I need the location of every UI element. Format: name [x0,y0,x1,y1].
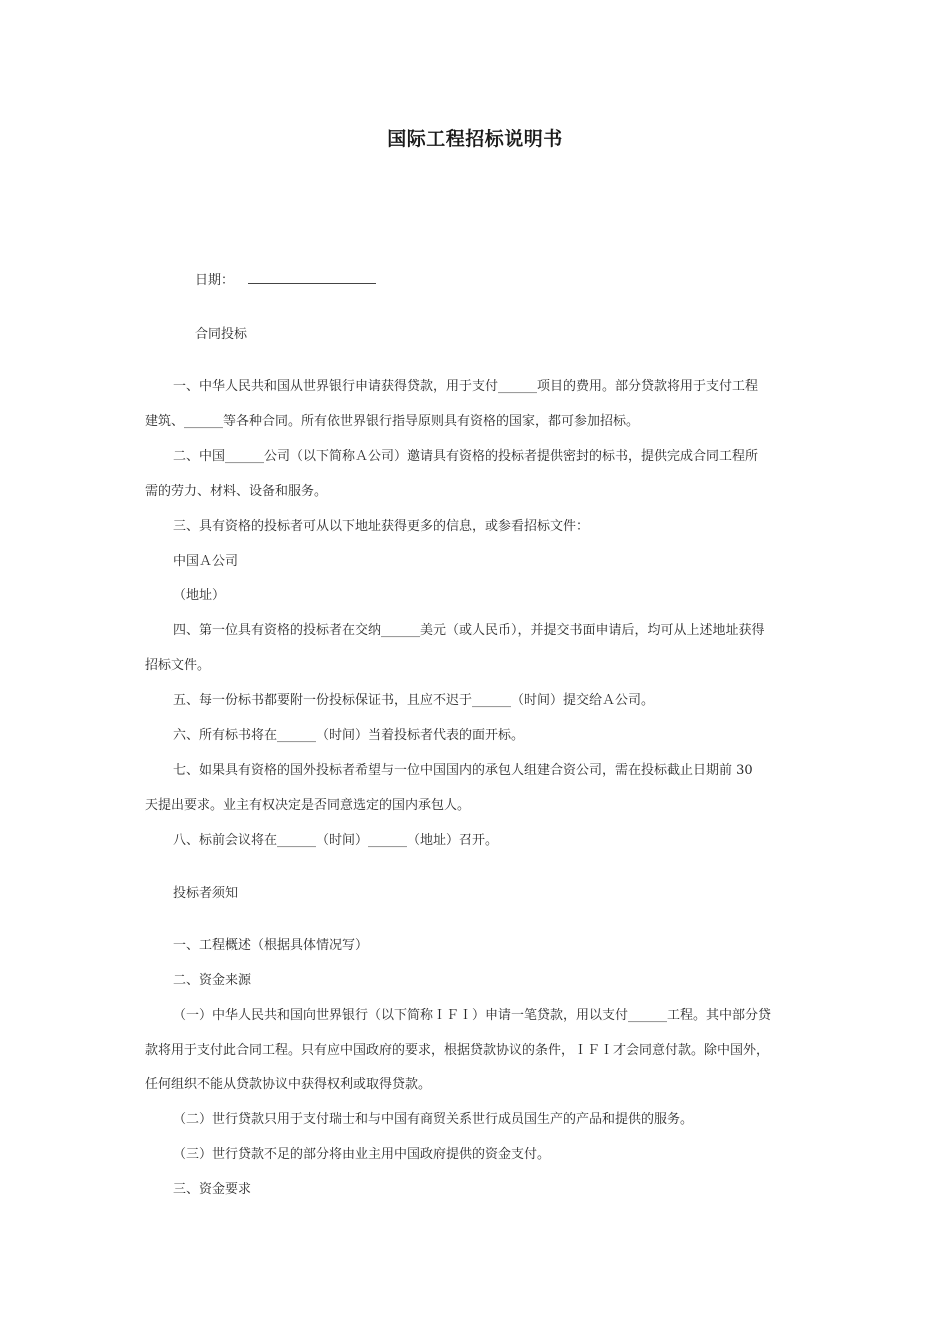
paragraph-3-address: （地址） [173,588,226,603]
instructions-item-2: 二、资金来源 [173,973,252,988]
funding-sub-2: （二）世行贷款只用于支付瑞士和与中国有商贸关系世行成员国生产的产品和提供的服务。 [173,1112,694,1127]
funding-sub-1-line-1: （一）中华人民共和国向世界银行（以下简称ＩＦＩ）申请一笔贷款，用以支付______工程。其中部分贷 [173,1008,772,1023]
paragraph-1-line-1: 一、中华人民共和国从世界银行申请获得贷款，用于支付______项目的费用。部分贷款将用于支付工程 [173,379,759,394]
paragraph-7-line-1: 七、如果具有资格的国外投标者希望与一位中国国内的承包人组建合资公司，需在投标截止日期前 30 [173,763,753,778]
date-row [195,272,376,290]
instructions-item-3: 三、资金要求 [173,1182,252,1197]
paragraph-4-line-2: 招标文件。 [145,658,211,673]
paragraph-5: 五、每一份标书都要附一份投标保证书，且应不迟于______（时间）提交给Ａ公司。 [173,693,655,708]
date-blank-line [248,273,376,284]
paragraph-8: 八、标前会议将在______（时间）______（地址）召开。 [173,833,499,848]
funding-sub-3: （三）世行贷款不足的部分将由业主用中国政府提供的资金支付。 [173,1147,551,1162]
funding-sub-1-line-3: 任何组织不能从贷款协议中获得权利或取得贷款。 [145,1077,432,1092]
section-heading-contract-bidding: 合同投标 [195,327,248,342]
paragraph-2-line-2: 需的劳力、材料、设备和服务。 [145,484,328,499]
document-title: 国际工程招标说明书 [387,128,563,150]
paragraph-1-line-2: 建筑、______等各种合同。所有依世界银行指导原则具有资格的国家，都可参加招标。 [145,414,640,429]
instructions-item-1: 一、工程概述（根据具体情况写） [173,938,369,953]
paragraph-4-line-1: 四、第一位具有资格的投标者在交纳______美元（或人民币），并提交书面申请后，均可从上述地址获得 [173,623,765,638]
paragraph-6: 六、所有标书将在______（时间）当着投标者代表的面开标。 [173,728,525,743]
section-heading-bidder-instructions: 投标者须知 [173,886,239,901]
paragraph-3-line-1: 三、具有资格的投标者可从以下地址获得更多的信息，或参看招标文件： [173,519,590,534]
funding-sub-1-line-2: 款将用于支付此合同工程。只有应中国政府的要求，根据贷款协议的条件，ＩＦＩ才会同意付款。除中国外， [145,1043,770,1058]
paragraph-7-line-2: 天提出要求。业主有权决定是否同意选定的国内承包人。 [145,798,471,813]
paragraph-2-line-1: 二、中国______公司（以下简称Ａ公司）邀请具有资格的投标者提供密封的标书，提供完成合同工程所 [173,449,759,464]
paragraph-3-company: 中国Ａ公司 [173,554,239,569]
date-label: 日期： [195,273,235,288]
